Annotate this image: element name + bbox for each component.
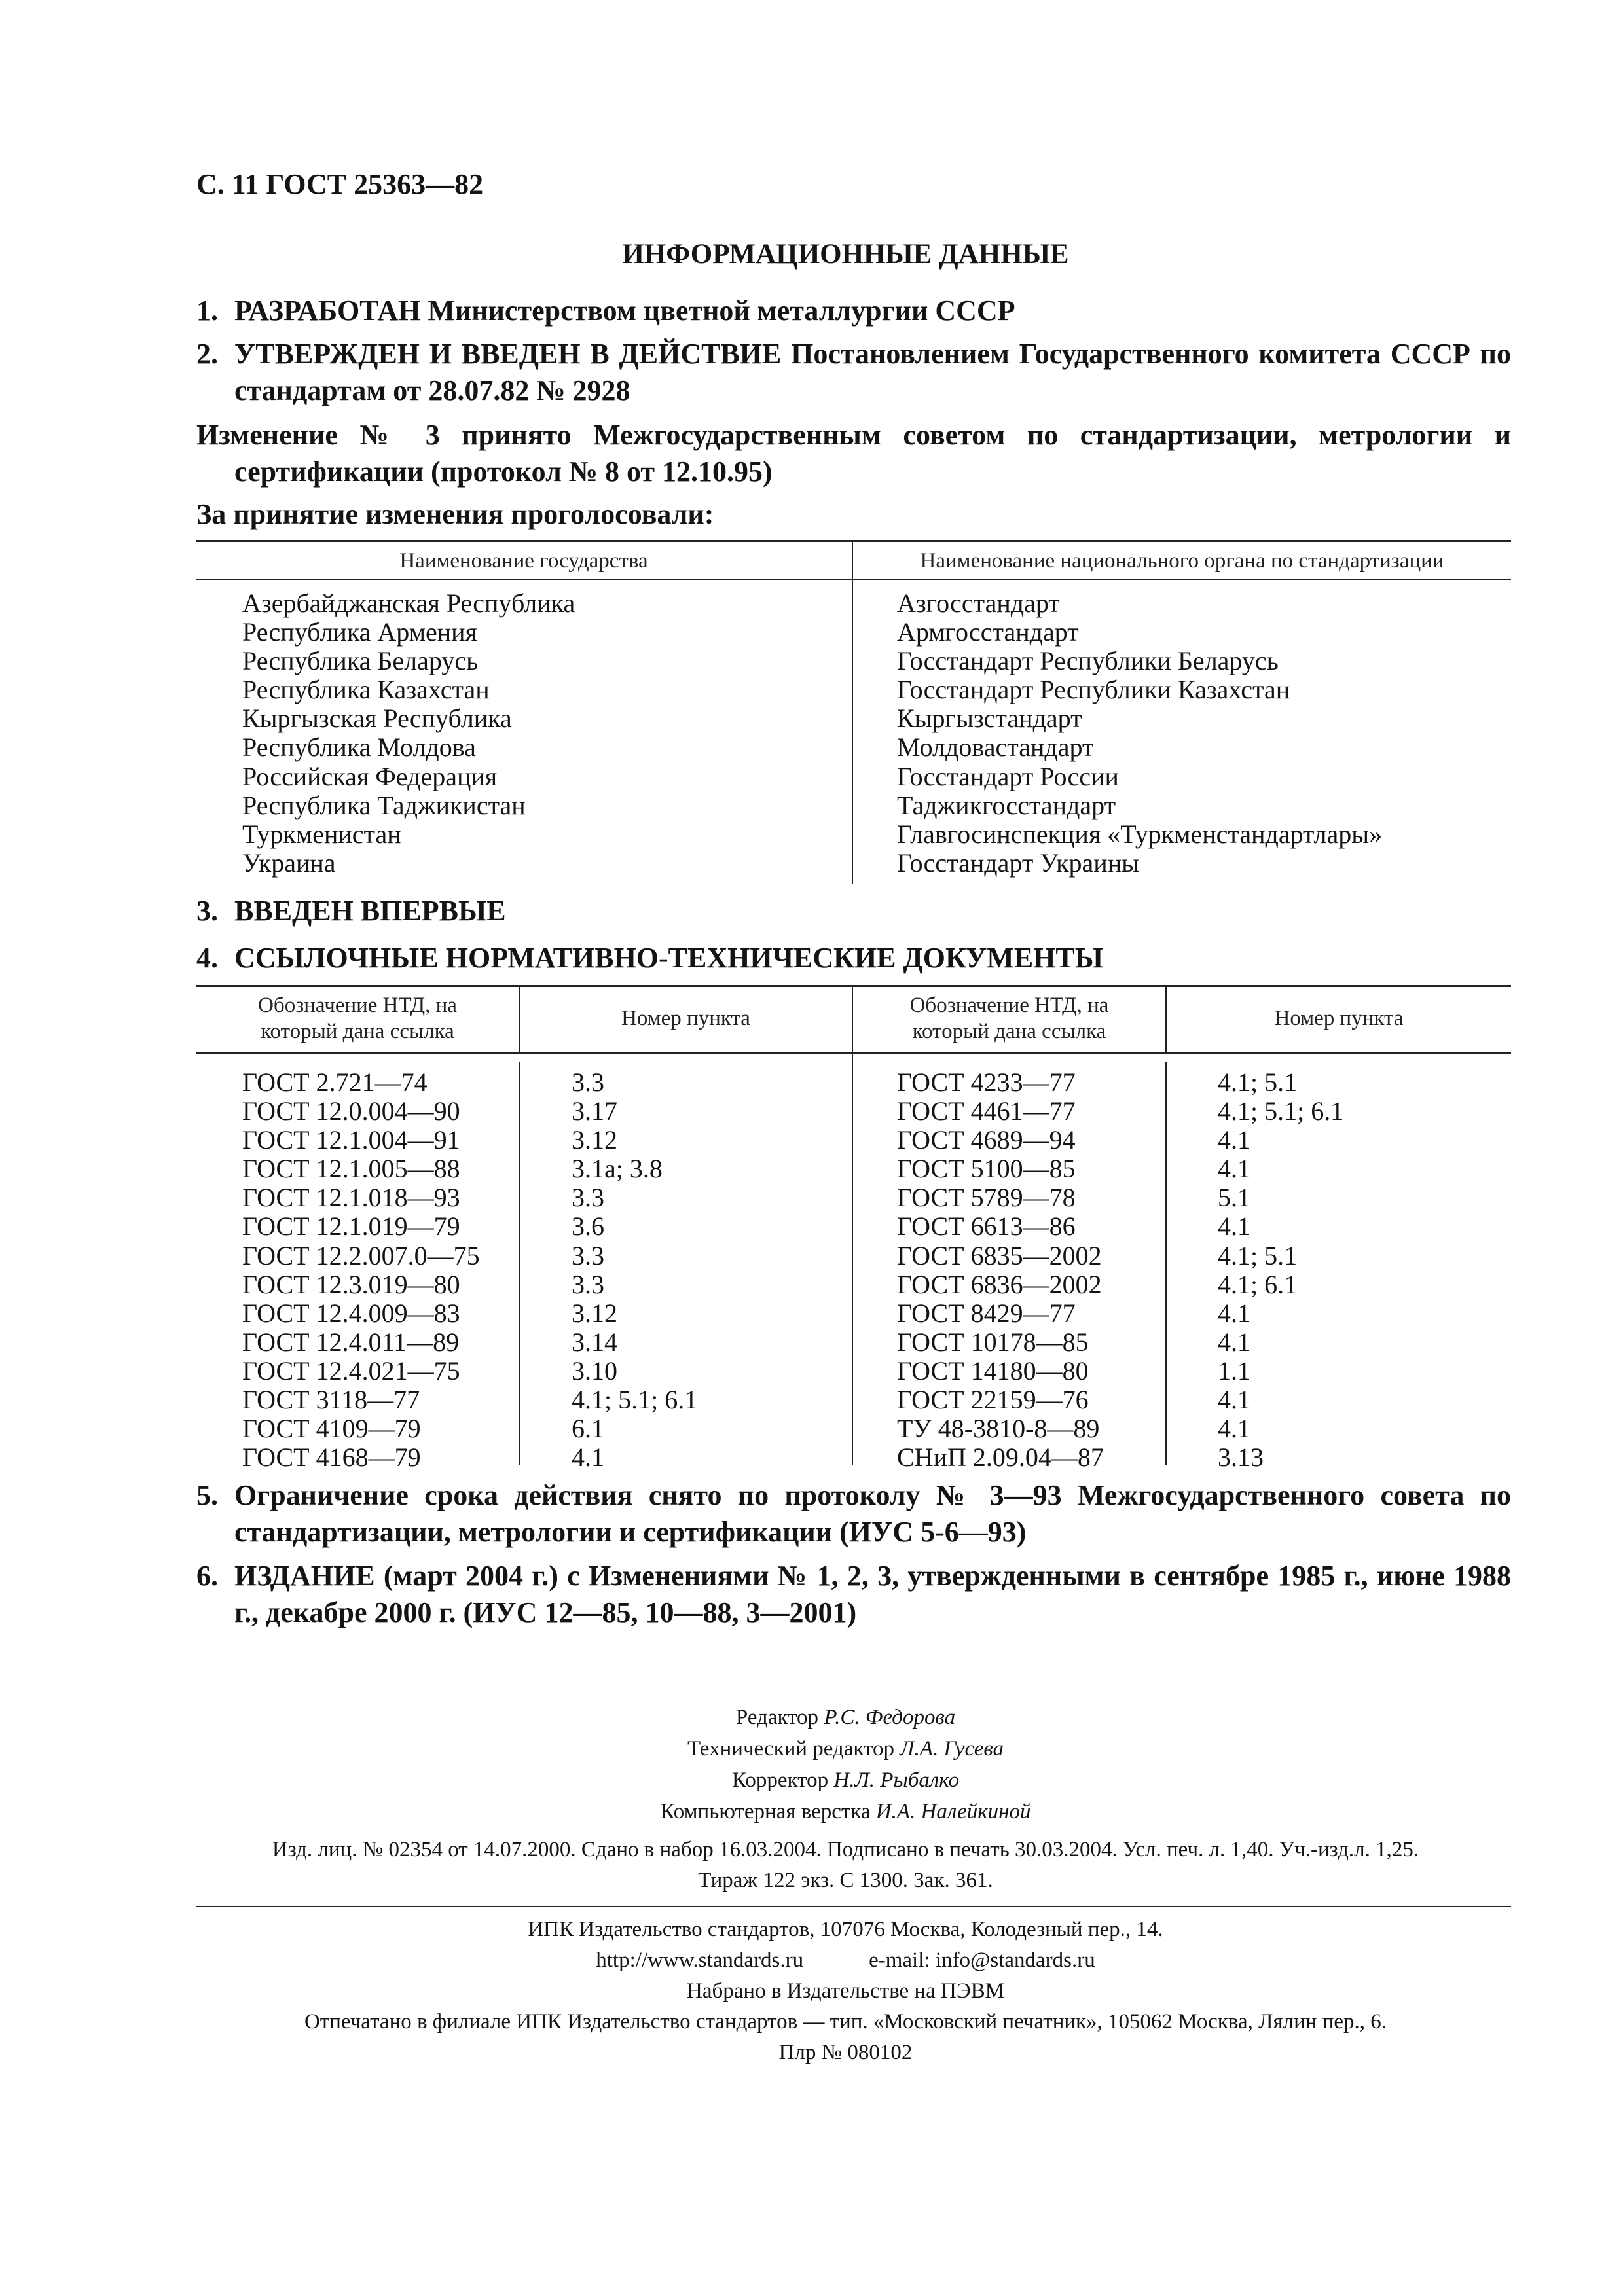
credit-role: Корректор: [732, 1768, 829, 1792]
ref-item-cell: 4.1: [1218, 1327, 1250, 1357]
state-row: Туркменистан: [242, 819, 401, 849]
typeset-line: Набрано в Издательстве на ПЭВМ: [687, 1979, 1004, 2003]
vote-table-divider: [852, 540, 853, 884]
ref-item-cell: 3.10: [572, 1355, 617, 1386]
ref-item-cell: 4.1: [1218, 1414, 1250, 1444]
credit-person: Л.А. Гусева: [900, 1737, 1004, 1761]
ref-doc-cell: СНиП 2.09.04—87: [897, 1443, 1104, 1473]
ref-item-cell: 3.6: [572, 1211, 604, 1242]
plr-line: Плр № 080102: [778, 2041, 913, 2064]
ref-table-top-rule: [196, 985, 1511, 987]
credit-layout: [196, 1796, 1495, 1827]
ref-doc-cell: ГОСТ 5100—85: [897, 1154, 1076, 1184]
ref-right-items: [1218, 1068, 1343, 1472]
item-5-number: 5.: [196, 1479, 218, 1511]
item-4-text: ССЫЛОЧНЫЕ НОРМАТИВНО-ТЕХНИЧЕСКИЕ ДОКУМЕНТЫ: [234, 942, 1103, 974]
page-header: С. 11 ГОСТ 25363—82: [196, 168, 484, 200]
imprint-line-1: Изд. лиц. № 02354 от 14.07.2000. Сдано в набор 16.03.2004. Подписано в печать 30.03.2004. Усл. печ. л. 1,40. Уч.-изд.л. 1,25.: [272, 1838, 1419, 1861]
state-row: Украина: [242, 848, 336, 878]
website-link[interactable]: http://www.standards.ru: [596, 1948, 804, 1972]
item-6-text: ИЗДАНИЕ (март 2004 г.) с Изменениями № 1, 2, 3, утвержденными в сентябре 1985 г., июне 1988 г., декабре 2000 г. (ИУС 12—85, 10—88, 3—2001): [234, 1560, 1511, 1628]
ref-item-cell: 3.3: [572, 1183, 604, 1213]
ref-doc-cell: ГОСТ 12.1.004—91: [242, 1125, 460, 1155]
body-row: Главгосинспекция «Туркменстандартлары»: [897, 819, 1383, 849]
body-row: Госстандарт Республики Беларусь: [897, 646, 1279, 676]
state-row: Кыргызская Республика: [242, 704, 512, 734]
ref-table-header-rule: [196, 1052, 1511, 1054]
ref-item-cell: 4.1: [1218, 1211, 1250, 1242]
ref-doc-cell: ГОСТ 8429—77: [897, 1298, 1076, 1328]
vote-table-header-rule: [196, 579, 1511, 580]
item-5-text: Ограничение срока действия снято по протоколу № 3—93 Межгосударственного совета по стандартизации, метрологии и сертификации (ИУС 5-6—93): [234, 1479, 1511, 1548]
state-row: Республика Армения: [242, 617, 477, 647]
item-6-number: 6.: [196, 1560, 218, 1592]
credit-person: И.А. Налейкиной: [875, 1800, 1031, 1823]
ref-doc-cell: ГОСТ 12.1.019—79: [242, 1211, 460, 1242]
ref-doc-cell: ГОСТ 5789—78: [897, 1183, 1076, 1213]
body-row: Госстандарт Украины: [897, 848, 1139, 878]
ref-item-cell: 4.1; 5.1; 6.1: [572, 1385, 698, 1415]
credit-person: Н.Л. Рыбалко: [833, 1768, 959, 1792]
ref-doc-cell: ГОСТ 12.3.019—80: [242, 1269, 460, 1299]
ref-header-doc-left-line2: который дана ссылка: [261, 1020, 454, 1043]
credit-person: Р.С. Федорова: [824, 1706, 956, 1729]
state-row: Республика Молдова: [242, 732, 476, 762]
item-3-number: 3.: [196, 895, 218, 927]
ref-item-cell: 4.1: [1218, 1154, 1250, 1184]
credit-role: Компьютерная верстка: [660, 1800, 871, 1823]
ref-doc-cell: ГОСТ 12.4.021—75: [242, 1355, 460, 1386]
ref-doc-cell: ГОСТ 12.2.007.0—75: [242, 1240, 480, 1270]
ref-doc-cell: ГОСТ 12.4.011—89: [242, 1327, 460, 1357]
ref-doc-cell: ГОСТ 4461—77: [897, 1096, 1076, 1126]
ref-header-doc-left-line1: Обозначение НТД, на: [258, 994, 457, 1017]
vote-col-header-body: Наименование национального органа по стандартизации: [920, 549, 1444, 573]
printed-line: Отпечатано в филиале ИПК Издательство стандартов — тип. «Московский печатник», 105062 Москва, Лялин пер., 6.: [304, 2010, 1387, 2034]
item-3: [196, 893, 1511, 929]
imprint-divider: [196, 1906, 1511, 1907]
body-row: Молдовастандарт: [897, 732, 1094, 762]
ref-doc-cell: ГОСТ 4168—79: [242, 1443, 421, 1473]
ref-doc-cell: ГОСТ 3118—77: [242, 1385, 420, 1415]
ref-item-cell: 1.1: [1218, 1355, 1250, 1386]
ref-item-cell: 4.1: [1218, 1385, 1250, 1415]
ref-left-docs: [242, 1068, 480, 1472]
vote-table-top-rule: [196, 540, 1511, 542]
ref-item-cell: 4.1; 6.1: [1218, 1269, 1298, 1299]
ref-doc-cell: ГОСТ 6835—2002: [897, 1240, 1102, 1270]
credit-proofreader: [196, 1765, 1495, 1796]
item-6: [196, 1558, 1511, 1631]
item-1: [196, 293, 1511, 329]
editorial-credits: [196, 1702, 1495, 1827]
ref-item-cell: 3.17: [572, 1096, 617, 1126]
ref-doc-cell: ГОСТ 4689—94: [897, 1125, 1076, 1155]
ref-item-cell: 3.3: [572, 1269, 604, 1299]
ref-item-cell: 3.13: [1218, 1443, 1264, 1473]
body-row: Госстандарт Республики Казахстан: [897, 675, 1290, 705]
ref-doc-cell: ГОСТ 10178—85: [897, 1327, 1089, 1357]
ref-item-cell: 4.1: [572, 1443, 604, 1473]
ref-doc-cell: ГОСТ 2.721—74: [242, 1067, 428, 1097]
ref-col-divider-3: [1165, 1062, 1167, 1465]
body-row: Армгосстандарт: [897, 617, 1079, 647]
ref-item-cell: 4.1; 5.1: [1218, 1240, 1298, 1270]
voted-heading: За принятие изменения проголосовали:: [196, 498, 714, 530]
ref-doc-cell: ГОСТ 4109—79: [242, 1414, 421, 1444]
change-3-note: Изменение № 3 принято Межгосударственным советом по стандартизации, метрологии и сертификации (протокол № 8 от 12.10.95): [196, 419, 1511, 488]
ref-header-doc-right-line2: который дана ссылка: [912, 1020, 1106, 1043]
ref-doc-cell: ГОСТ 12.1.018—93: [242, 1183, 460, 1213]
item-4-number: 4.: [196, 942, 218, 974]
page-title: ИНФОРМАЦИОННЫЕ ДАННЫЕ: [622, 239, 1069, 270]
document-page: [196, 0, 1511, 2296]
ref-col-divider-2: [852, 985, 853, 1465]
ref-doc-cell: ГОСТ 12.1.005—88: [242, 1154, 460, 1184]
email-link[interactable]: e-mail: info@standards.ru: [869, 1948, 1095, 1972]
imprint-line-2: Тираж 122 экз. С 1300. Зак. 361.: [698, 1869, 993, 1892]
ref-doc-cell: ГОСТ 6836—2002: [897, 1269, 1102, 1299]
ref-header-item-left: Номер пункта: [621, 1007, 750, 1030]
ref-item-cell: 4.1: [1218, 1298, 1250, 1328]
body-row: Госстандарт России: [897, 761, 1119, 791]
body-row: Азгосстандарт: [897, 588, 1060, 618]
item-1-number: 1.: [196, 295, 218, 327]
ref-header-doc-left: [196, 992, 519, 1045]
ref-item-cell: 3.1а; 3.8: [572, 1154, 663, 1184]
item-5: [196, 1477, 1511, 1551]
ref-header-doc-right-line1: Обозначение НТД, на: [909, 994, 1109, 1017]
credit-role: Редактор: [735, 1706, 819, 1729]
ref-item-cell: 5.1: [1218, 1183, 1250, 1213]
body-row: Кыргызстандарт: [897, 704, 1082, 734]
vote-col-header-state: Наименование государства: [399, 549, 648, 573]
ref-doc-cell: ГОСТ 14180—80: [897, 1355, 1089, 1386]
ref-doc-cell: ГОСТ 4233—77: [897, 1067, 1076, 1097]
item-3-text: ВВЕДЕН ВПЕРВЫЕ: [234, 895, 506, 927]
ref-doc-cell: ТУ 48-3810-8—89: [897, 1414, 1100, 1444]
body-row: Таджикгосстандарт: [897, 790, 1116, 820]
item-2-text: УТВЕРЖДЕН И ВВЕДЕН В ДЕЙСТВИЕ Постановлением Государственного комитета СССР по стандартам от 28.07.82 № 2928: [234, 338, 1511, 406]
ref-item-cell: 3.12: [572, 1125, 617, 1155]
ref-left-items: [572, 1068, 697, 1472]
ref-doc-cell: ГОСТ 6613—86: [897, 1211, 1076, 1242]
ref-item-cell: 3.14: [572, 1327, 617, 1357]
ref-doc-cell: ГОСТ 12.0.004—90: [242, 1096, 460, 1126]
ref-item-cell: 4.1; 5.1; 6.1: [1218, 1096, 1344, 1126]
ref-item-cell: 6.1: [572, 1414, 604, 1444]
ref-item-cell: 3.3: [572, 1240, 604, 1270]
contacts-line: [196, 1945, 1495, 1976]
credit-role: Технический редактор: [687, 1737, 894, 1761]
ref-item-cell: 4.1; 5.1: [1218, 1067, 1298, 1097]
ref-item-cell: 4.1: [1218, 1125, 1250, 1155]
state-row: Российская Федерация: [242, 761, 498, 791]
item-1-text: РАЗРАБОТАН Министерством цветной металлургии СССР: [234, 295, 1015, 327]
state-row: Азербайджанская Республика: [242, 588, 575, 618]
ref-right-docs: [897, 1068, 1104, 1472]
item-2-number: 2.: [196, 338, 218, 370]
item-2: [196, 336, 1511, 409]
ref-col-divider-1: [519, 1062, 520, 1465]
ref-item-cell: 3.3: [572, 1067, 604, 1097]
credit-tech-editor: [196, 1733, 1495, 1765]
state-row: Республика Беларусь: [242, 646, 479, 676]
vote-bodies-list: [897, 589, 1382, 878]
ref-doc-cell: ГОСТ 22159—76: [897, 1385, 1089, 1415]
state-row: Республика Казахстан: [242, 675, 490, 705]
ref-item-cell: 3.12: [572, 1298, 617, 1328]
item-4: [196, 940, 1511, 977]
credit-editor: [196, 1702, 1495, 1733]
ref-doc-cell: ГОСТ 12.4.009—83: [242, 1298, 460, 1328]
state-row: Республика Таджикистан: [242, 790, 526, 820]
publisher-line: ИПК Издательство стандартов, 107076 Москва, Колодезный пер., 14.: [528, 1918, 1163, 1941]
ref-header-doc-right: [853, 992, 1165, 1045]
ref-header-item-right: Номер пункта: [1274, 1007, 1404, 1030]
vote-states-list: [242, 589, 575, 878]
